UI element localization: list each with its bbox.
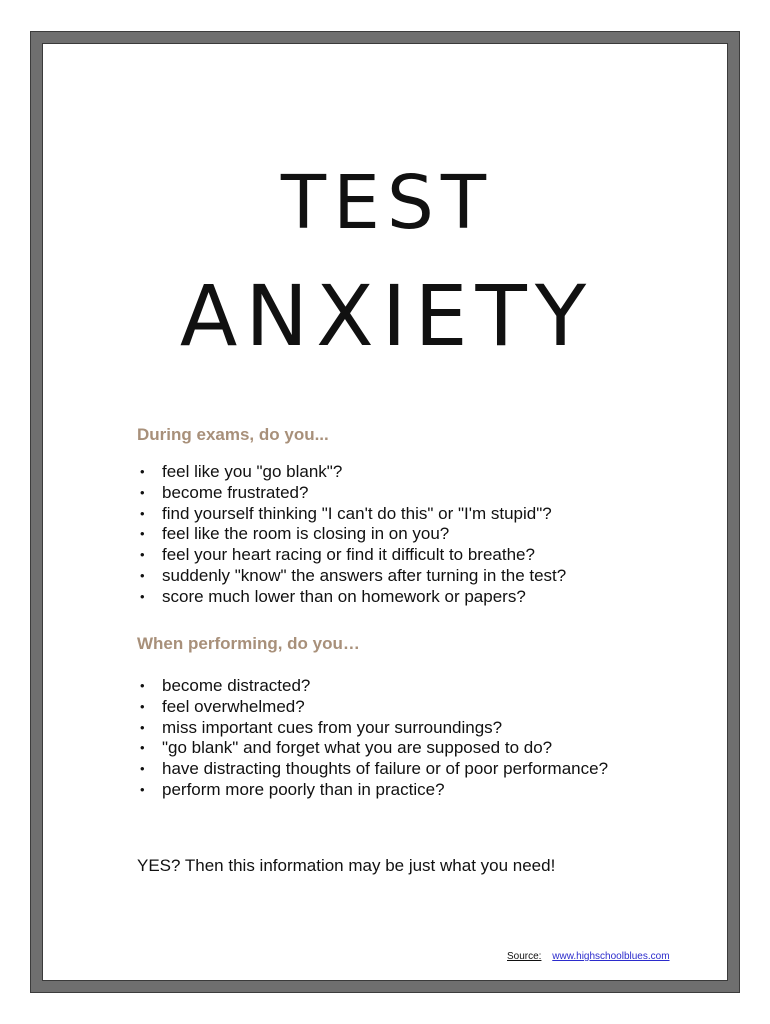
list-item: • feel overwhelmed? bbox=[137, 697, 608, 718]
list-item: • score much lower than on homework or papers? bbox=[137, 587, 566, 608]
list-item: • become distracted? bbox=[137, 676, 608, 697]
list-item: • become frustrated? bbox=[137, 483, 566, 504]
page-frame bbox=[30, 31, 740, 993]
section-heading-exams: During exams, do you... bbox=[137, 425, 329, 444]
list-item: • feel like the room is closing in on you? bbox=[137, 524, 566, 545]
section-heading-performing: When performing, do you… bbox=[137, 634, 360, 653]
title-line-anxiety: ANXIETY bbox=[179, 267, 595, 365]
performance-symptom-list bbox=[137, 676, 608, 801]
list-item: • "go blank" and forget what you are supposed to do? bbox=[137, 738, 608, 759]
exam-symptom-list bbox=[137, 462, 566, 608]
list-item: • miss important cues from your surroundings? bbox=[137, 718, 608, 739]
list-item: • feel like you "go blank"? bbox=[137, 462, 566, 483]
title-line-test: TEST bbox=[280, 160, 494, 246]
list-item: • find yourself thinking "I can't do this" or "I'm stupid"? bbox=[137, 504, 566, 525]
list-item: • have distracting thoughts of failure or of poor performance? bbox=[137, 759, 608, 780]
document-page bbox=[42, 43, 728, 981]
list-item: • suddenly "know" the answers after turning in the test? bbox=[137, 566, 566, 587]
source-link[interactable]: www.highschoolblues.com bbox=[552, 951, 670, 962]
closing-statement: YES? Then this information may be just what you need! bbox=[137, 856, 556, 875]
source-citation bbox=[507, 951, 670, 962]
source-label: Source: bbox=[507, 951, 542, 962]
list-item: • perform more poorly than in practice? bbox=[137, 780, 608, 801]
list-item: • feel your heart racing or find it difficult to breathe? bbox=[137, 545, 566, 566]
